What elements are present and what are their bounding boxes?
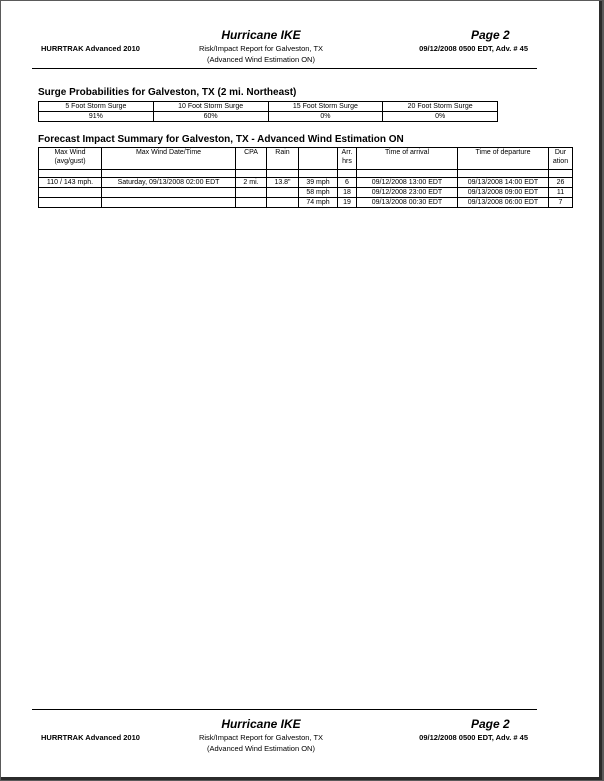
- footer-advisory-info: 09/12/2008 0500 EDT, Adv. # 45: [419, 733, 528, 742]
- footer-subtitle-line1: Risk/Impact Report for Galveston, TX: [198, 733, 324, 742]
- page-number: Page 2: [471, 28, 510, 42]
- cpa-value: 2 mi.: [236, 178, 267, 188]
- page-footer: [1, 717, 599, 777]
- departure-value: 09/13/2008 09:00 EDT: [458, 188, 549, 198]
- surge-header-cell: 10 Foot Storm Surge: [153, 102, 268, 112]
- arr-hrs-value: 19: [338, 198, 357, 208]
- footer-page-number: Page 2: [471, 717, 510, 731]
- col-header-max-wind-date: Max Wind Date/Time: [102, 148, 236, 170]
- duration-value: 11: [549, 188, 573, 198]
- surge-header-row: [39, 102, 498, 112]
- app-name: HURRTRAK Advanced 2010: [41, 44, 140, 53]
- report-subtitle-line1: Risk/Impact Report for Galveston, TX: [198, 44, 324, 53]
- arr-hrs-value: 18: [338, 188, 357, 198]
- surge-value-row: [39, 112, 498, 122]
- col-header-max-wind: Max Wind (avg/gust): [39, 148, 102, 170]
- departure-value: 09/13/2008 14:00 EDT: [458, 178, 549, 188]
- threshold-value: 39 mph: [299, 178, 338, 188]
- report-subtitle: [151, 43, 371, 65]
- surge-section-title: Surge Probabilities for Galveston, TX (2 mi. Northeast): [38, 87, 297, 98]
- impact-header-row: [39, 148, 573, 170]
- footer-subtitle-line2: (Advanced Wind Estimation ON): [207, 744, 315, 753]
- col-header-duration: Dur ation: [549, 148, 573, 170]
- surge-header-cell: 15 Foot Storm Surge: [268, 102, 383, 112]
- surge-value-cell: 0%: [383, 112, 498, 122]
- footer-report-subtitle: [151, 732, 371, 754]
- report-title: Hurricane IKE: [221, 28, 301, 42]
- surge-header-cell: 5 Foot Storm Surge: [39, 102, 154, 112]
- duration-value: 26: [549, 178, 573, 188]
- impact-table: [38, 147, 573, 208]
- surge-value-cell: 0%: [268, 112, 383, 122]
- threshold-value: 74 mph: [299, 198, 338, 208]
- threshold-value: 58 mph: [299, 188, 338, 198]
- max-wind-date-value: Saturday, 09/13/2008 02:00 EDT: [102, 178, 236, 188]
- col-header-rain: Rain: [267, 148, 299, 170]
- report-subtitle-line2: (Advanced Wind Estimation ON): [207, 55, 315, 64]
- arrival-value: 09/13/2008 00:30 EDT: [357, 198, 458, 208]
- table-row: [39, 178, 573, 188]
- surge-value-cell: 60%: [153, 112, 268, 122]
- arrival-value: 09/12/2008 23:00 EDT: [357, 188, 458, 198]
- rain-value: 13.8": [267, 178, 299, 188]
- surge-value-cell: 91%: [39, 112, 154, 122]
- surge-header-cell: 20 Foot Storm Surge: [383, 102, 498, 112]
- arrival-value: 09/12/2008 13:00 EDT: [357, 178, 458, 188]
- col-header-departure: Time of departure: [458, 148, 549, 170]
- advisory-info: 09/12/2008 0500 EDT, Adv. # 45: [419, 44, 528, 53]
- departure-value: 09/13/2008 06:00 EDT: [458, 198, 549, 208]
- impact-section-title: Forecast Impact Summary for Galveston, TX - Advanced Wind Estimation ON: [38, 134, 404, 145]
- page-header: [1, 28, 599, 88]
- footer-title: Hurricane IKE: [221, 717, 301, 731]
- max-wind-value: 110 / 143 mph.: [39, 178, 102, 188]
- footer-divider: [32, 709, 537, 710]
- table-row: [39, 198, 573, 208]
- table-row: [39, 188, 573, 198]
- header-divider: [32, 68, 537, 69]
- col-header-cpa: CPA: [236, 148, 267, 170]
- col-header-arrival: Time of arrival: [357, 148, 458, 170]
- arr-hrs-value: 6: [338, 178, 357, 188]
- surge-table: [38, 101, 498, 122]
- report-page: [1, 1, 602, 780]
- duration-value: 7: [549, 198, 573, 208]
- impact-spacer-row: [39, 170, 573, 178]
- col-header-arr-hrs: Arr. hrs: [338, 148, 357, 170]
- footer-app-name: HURRTRAK Advanced 2010: [41, 733, 140, 742]
- col-header-threshold: [299, 148, 338, 170]
